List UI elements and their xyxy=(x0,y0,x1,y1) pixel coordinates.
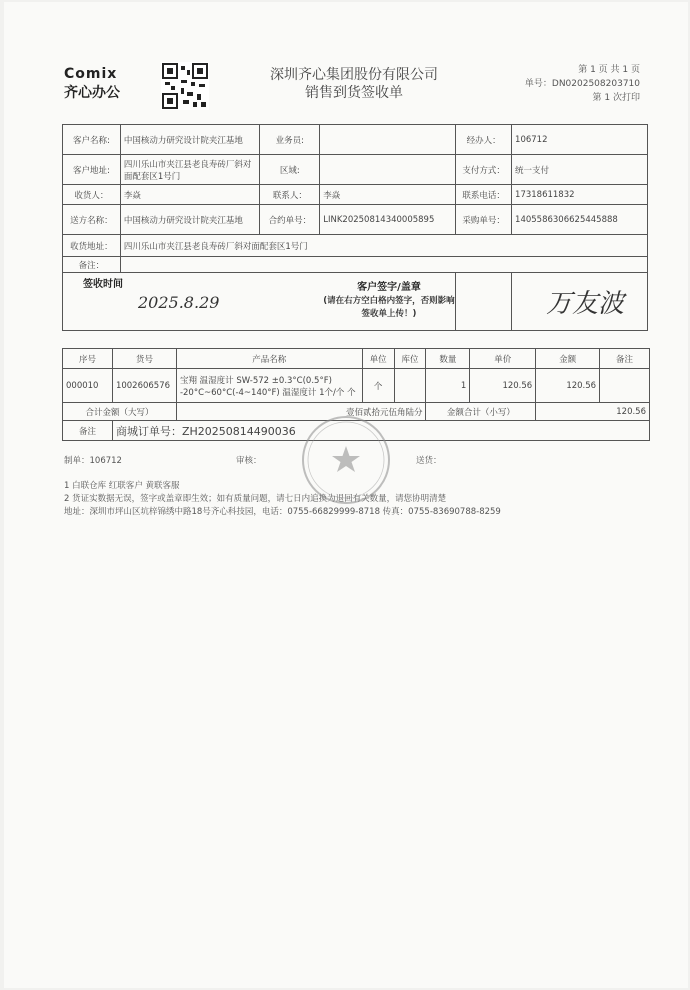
col-header-qty: 数量 xyxy=(426,349,470,369)
signature-cell xyxy=(512,273,648,331)
col-header-unit: 单位 xyxy=(362,349,394,369)
contract-number: LINK20250814340005895 xyxy=(320,205,456,235)
row-price: 120.56 xyxy=(470,369,536,403)
company-name: 深圳齐心集团股份有限公司 xyxy=(270,67,438,83)
row-code: 1002606576 xyxy=(112,369,176,403)
copies-note: 1 白联仓库 红联客户 黄联客服 xyxy=(64,481,180,491)
document-page xyxy=(4,2,688,988)
col-header-name: 产品名称 xyxy=(176,349,362,369)
delivery-address-label: 收货地址： xyxy=(63,235,121,257)
row-location xyxy=(394,369,426,403)
customer-sign-label: 客户签字/盖章 xyxy=(357,282,421,293)
order-number: 单号：DN0202508203710 xyxy=(524,79,640,89)
note xyxy=(120,257,647,273)
document-title: 销售到货签收单 xyxy=(305,85,403,101)
row-remark xyxy=(600,369,650,403)
payment-label: 支付方式： xyxy=(456,155,512,185)
note-label: 备注： xyxy=(63,257,121,273)
col-header-code: 货号 xyxy=(112,349,176,369)
logo-chinese: 齐心办公 xyxy=(64,85,120,101)
company-stamp xyxy=(300,414,392,506)
row-unit: 个 xyxy=(362,369,394,403)
col-header-seq: 序号 xyxy=(63,349,113,369)
company-logo xyxy=(64,66,120,102)
salesman-label: 业务员: xyxy=(260,125,320,155)
row-qty: 1 xyxy=(426,369,470,403)
customer-sign-block xyxy=(322,278,456,321)
ship-to-label: 送方名称： xyxy=(63,205,121,235)
contract-label: 合约单号： xyxy=(260,205,320,235)
maker: 制单：106712 xyxy=(64,456,122,466)
print-count: 第 1 次打印 xyxy=(592,93,640,103)
col-header-location: 库位 xyxy=(394,349,426,369)
delivery-address: 四川乐山市夹江县老良寿砖厂斜对面配套区1号门 xyxy=(120,235,647,257)
table-row xyxy=(63,369,650,403)
region xyxy=(320,155,456,185)
customer-sign-note: (请在右方空白格内签字，否则影响签收单上传！) xyxy=(323,296,455,319)
mall-note-label: 备注 xyxy=(63,421,113,441)
po-label: 采购单号： xyxy=(456,205,512,235)
col-header-price: 单价 xyxy=(470,349,536,369)
contact-label: 联系人： xyxy=(260,185,320,205)
customer-name: 中国核动力研究设计院夹江基地 xyxy=(120,125,260,155)
customer-address: 四川乐山市夹江县老良寿砖厂斜对面配套区1号门 xyxy=(120,155,260,185)
payment-method: 统一支付 xyxy=(512,155,648,185)
sign-date: 2025.8.29 xyxy=(138,293,220,312)
total-lower: 120.56 xyxy=(536,403,650,421)
col-header-remark: 备注 xyxy=(600,349,650,369)
receiver-label: 收货人： xyxy=(63,185,121,205)
region-label: 区域: xyxy=(260,155,320,185)
po-number: 1405586306625445888 xyxy=(512,205,648,235)
contact: 李焱 xyxy=(320,185,456,205)
customer-signature: 万友波 xyxy=(546,289,625,319)
shipper: 送货： xyxy=(416,456,442,466)
total-upper: 壹佰贰拾元伍角陆分 xyxy=(176,403,426,421)
sign-time-label: 签收时间 xyxy=(83,279,123,290)
row-seq: 000010 xyxy=(63,369,113,403)
product-header-row xyxy=(63,349,650,369)
total-lower-label: 金额合计（小写） xyxy=(426,403,536,421)
logo-english: Comix xyxy=(64,66,118,82)
reviewer: 审核： xyxy=(236,456,262,466)
page-info: 第 1 页 共 1 页 xyxy=(578,65,640,75)
salesman xyxy=(320,125,456,155)
qr-code-icon xyxy=(161,62,209,110)
row-name: 宝翔 温湿度计 SW-572 ±0.3°C(0.5°F) -20°C~60°C(-4~140°F) 温湿度计 1个/个 个 xyxy=(176,369,362,403)
mall-order-number: 商城订单号：ZH20250814490036 xyxy=(112,421,649,441)
row-amount: 120.56 xyxy=(536,369,600,403)
receiver: 李焱 xyxy=(120,185,260,205)
col-header-amount: 金额 xyxy=(536,349,600,369)
total-upper-label: 合计金额（大写） xyxy=(63,403,177,421)
company-address: 地址：深圳市坪山区坑梓锦绣中路18号齐心科技园，电话：0755-66829999-8718 传真：0755-83690788-8259 xyxy=(64,507,501,517)
phone: 17318611832 xyxy=(512,185,648,205)
customer-name-label: 客户名称: xyxy=(63,125,121,155)
phone-label: 联系电话： xyxy=(456,185,512,205)
customer-address-label: 客户地址: xyxy=(63,155,121,185)
handler: 106712 xyxy=(512,125,648,155)
customer-sign-label-cell xyxy=(456,273,512,331)
terms-note: 2 货证实数据无误，签字或盖章即生效；如有质量问题，请七日内追换为退回有关数量，请您协明清楚 xyxy=(64,494,447,504)
handler-label: 经办人： xyxy=(456,125,512,155)
ship-to: 中国核动力研究设计院夹江基地 xyxy=(120,205,260,235)
